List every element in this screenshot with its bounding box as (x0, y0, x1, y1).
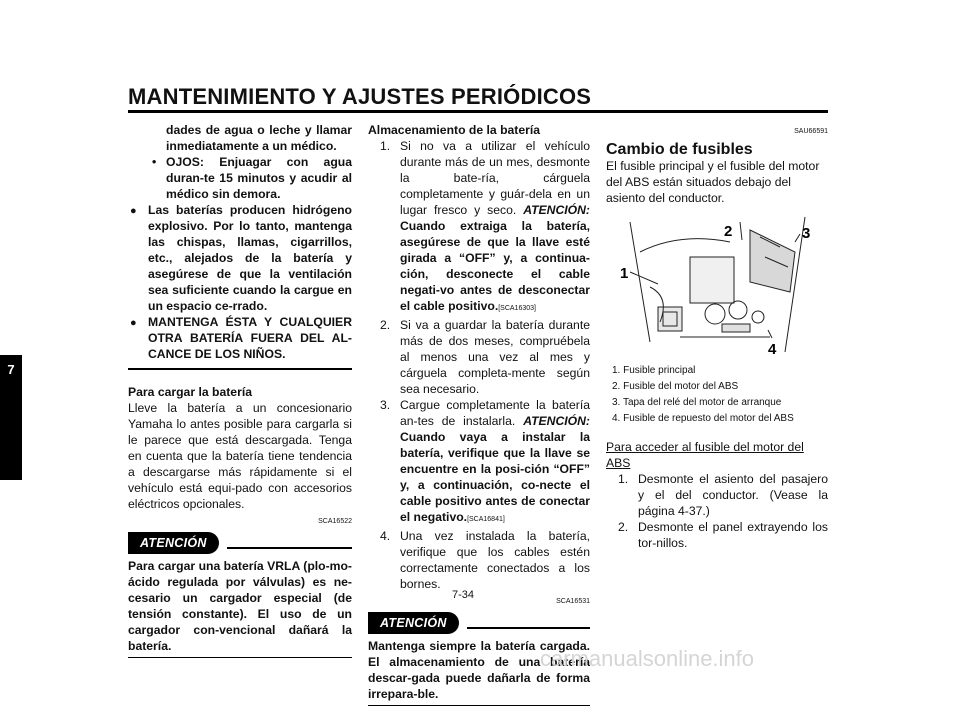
caption: 1. Fusible principal (612, 365, 696, 376)
column-3 (606, 122, 828, 551)
divider (128, 657, 352, 658)
callout-1: 1 (620, 265, 629, 282)
column-1 (128, 122, 352, 658)
reference-code: SCA16531 (556, 598, 590, 605)
callout-4: 4 (768, 341, 777, 357)
fuse-location-illustration (620, 212, 820, 357)
list-item: 3. Cargue completamente la batería an-tes de instalarla. ATENCIÓN: Cuando vaya a instalar la batería, verifique que la llave se encuentre en la posi-ción “OFF” y, a continuación, co-necte el cable positivo antes de conectar el negativo.[SCA16841] (380, 398, 590, 524)
body-text: El fusible principal y el fusible del motor del ABS están situados debajo del asiento del conductor. (606, 159, 820, 205)
atencion-text: Para cargar una batería VRLA (plo-mo-ácido regulada por válvulas) es ne-cesario un cargador especial (de tensión constante). El uso de un cargador con-vencional dañará la batería. (128, 559, 352, 653)
section-heading: Para cargar la batería (128, 385, 252, 399)
column-2 (368, 122, 590, 706)
list-item: 2. Desmonte el panel extrayendo los tor-nillos. (618, 520, 828, 550)
bullet-icon: ● (130, 205, 137, 217)
callout-3: 3 (802, 225, 811, 242)
chapter-number: 7 (7, 362, 15, 377)
page-number: 7-34 (452, 589, 475, 601)
callout-2: 2 (724, 223, 733, 240)
warning-sub-item: dades de agua o leche y llamar inmediatamente a un médico. (166, 123, 352, 153)
reference-code: SAU66591 (794, 128, 828, 135)
caption: 2. Fusible del motor del ABS (612, 381, 739, 392)
atencion-header (368, 612, 590, 634)
caption: 4. Fusible de repuesto del motor del ABS (612, 413, 794, 424)
bullet-icon: ● (130, 317, 137, 329)
section-heading: Almacenamiento de la batería (368, 123, 541, 137)
section-heading: Cambio de fusibles (606, 141, 753, 158)
divider (467, 627, 590, 629)
list-item: 1. Si no va a utilizar el vehículo durante más de un mes, desmonte la bate-ría, cárguela completamente y guár-dela en un lugar fresco y seco. ATENCIÓN: Cuando extraiga la batería, asegúrese de que la llave esté girada a “OFF” y, a continua-ción, desconecte el cable negati-vo antes de desconectar el cable positivo.[SCA16303] (380, 139, 590, 313)
caption: 3. Tapa del relé del motor de arranque (612, 397, 782, 408)
body-text: Lleve la batería a un concesionario Yamaha lo antes posible para cargarla si le parece que está descargada. Tenga en cuenta que la batería tiene tendencia a descargarse más rápidamente si el vehículo está equi-pado con accesorios eléctricos opcionales. (128, 401, 352, 511)
atencion-text: Mantenga siempre la batería cargada. El almacenamiento de una batería descar-gada puede dañarla de forma irrepara-ble. (368, 639, 590, 701)
warning-bullet: ● MANTENGA ÉSTA Y CUALQUIER OTRA BATERÍA FUERA DEL AL-CANCE DE LOS NIÑOS. (130, 315, 352, 361)
warning-bullet: ● Las baterías producen hidrógeno explosivo. Por lo tanto, mantenga las chispas, llamas, cigarrillos, etc., alejados de la batería y asegúrese de que la ventilación sea suficiente cuando la cargue en un espacio ce-rrado. (130, 203, 352, 313)
reference-code: SCA16522 (318, 518, 352, 525)
subsection-heading: Para acceder al fusible del motor del ABS (606, 440, 804, 470)
list-item: 1. Desmonte el asiento del pasajero y el del conductor. (Vease la página 4-37.) (618, 472, 828, 518)
list-item: 4. Una vez instalada la batería, verifique que los cables estén correctamente conectados a los bornes. (380, 529, 590, 591)
page-title: MANTENIMIENTO Y AJUSTES PERIÓDICOS (128, 84, 592, 109)
warning-sub-item: • OJOS: Enjuagar con agua duran-te 15 minutos y acudir al médico sin demora. (152, 155, 352, 201)
atencion-badge: ATENCIÓN (128, 532, 219, 554)
divider (227, 547, 352, 549)
atencion-header (128, 532, 352, 554)
list-item: 2. Si va a guardar la batería durante más de dos meses, compruébela al menos una vez al mes y cárguela completa-mente según sea necesario. (380, 318, 590, 396)
atencion-badge: ATENCIÓN (368, 612, 459, 634)
divider (128, 368, 352, 370)
fuse-diagram (620, 212, 820, 357)
watermark: carmanualsonline.info (540, 646, 755, 671)
header-rule (128, 110, 828, 113)
